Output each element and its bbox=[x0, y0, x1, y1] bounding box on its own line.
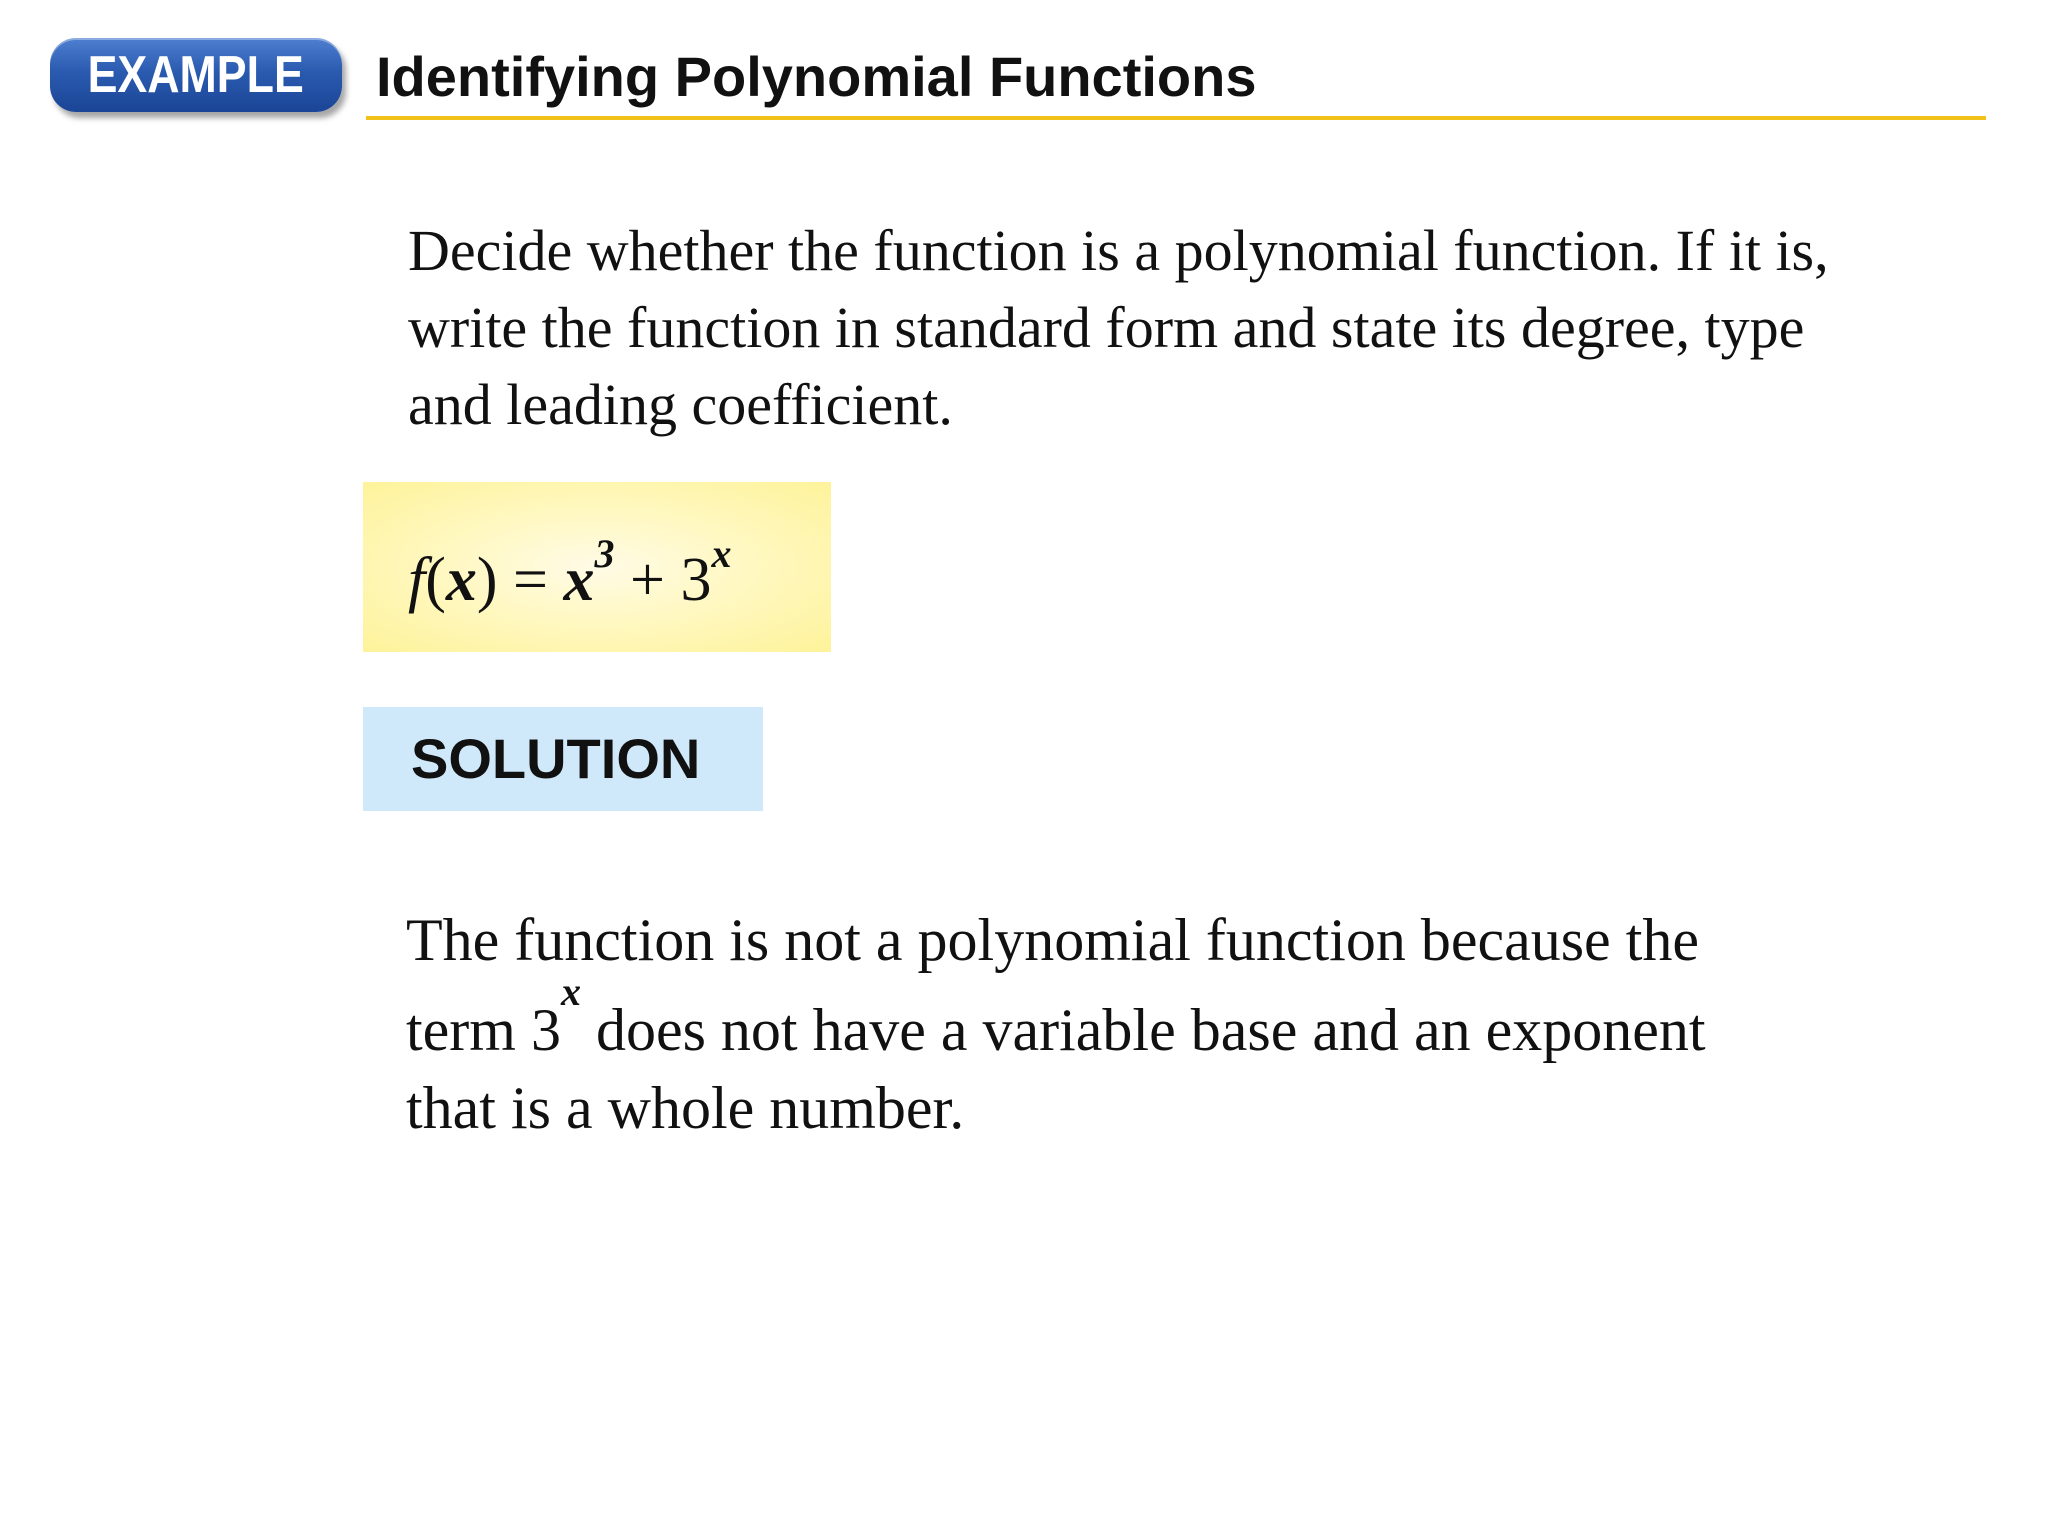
close-paren-equals: ) = bbox=[476, 546, 564, 614]
example-badge bbox=[50, 38, 342, 112]
page-title: Identifying Polynomial Functions bbox=[376, 45, 1257, 108]
problem-line-2: write the function in standard form and state its degree, type bbox=[408, 295, 1805, 360]
plus-three: + 3 bbox=[614, 546, 712, 614]
example-badge-label: EXAMPLE bbox=[87, 46, 305, 104]
term1-base: x bbox=[563, 546, 595, 614]
function-variable: x bbox=[445, 546, 477, 614]
solution-exponent: x bbox=[560, 969, 581, 1014]
open-paren: ( bbox=[425, 546, 446, 614]
problem-line-1: Decide whether the function is a polynomial function. If it is, bbox=[408, 218, 1829, 283]
solution-line-2-start: term 3 bbox=[406, 997, 561, 1063]
term1-exponent: 3 bbox=[594, 531, 615, 576]
problem-statement bbox=[408, 212, 2008, 443]
function-formula bbox=[408, 531, 732, 620]
title-underline bbox=[366, 116, 1986, 120]
function-name: f bbox=[408, 546, 426, 614]
solution-text bbox=[406, 898, 1706, 1152]
solution-line-2-end: does not have a variable base and an exponent bbox=[580, 997, 1706, 1063]
solution-label: SOLUTION bbox=[411, 727, 701, 790]
term2-exponent: x bbox=[711, 531, 732, 576]
solution-line-1: The function is not a polynomial function because the bbox=[406, 907, 1699, 973]
solution-line-2 bbox=[406, 969, 1706, 1068]
problem-line-3: and leading coefficient. bbox=[408, 372, 953, 437]
solution-line-3: that is a whole number. bbox=[406, 1075, 965, 1141]
